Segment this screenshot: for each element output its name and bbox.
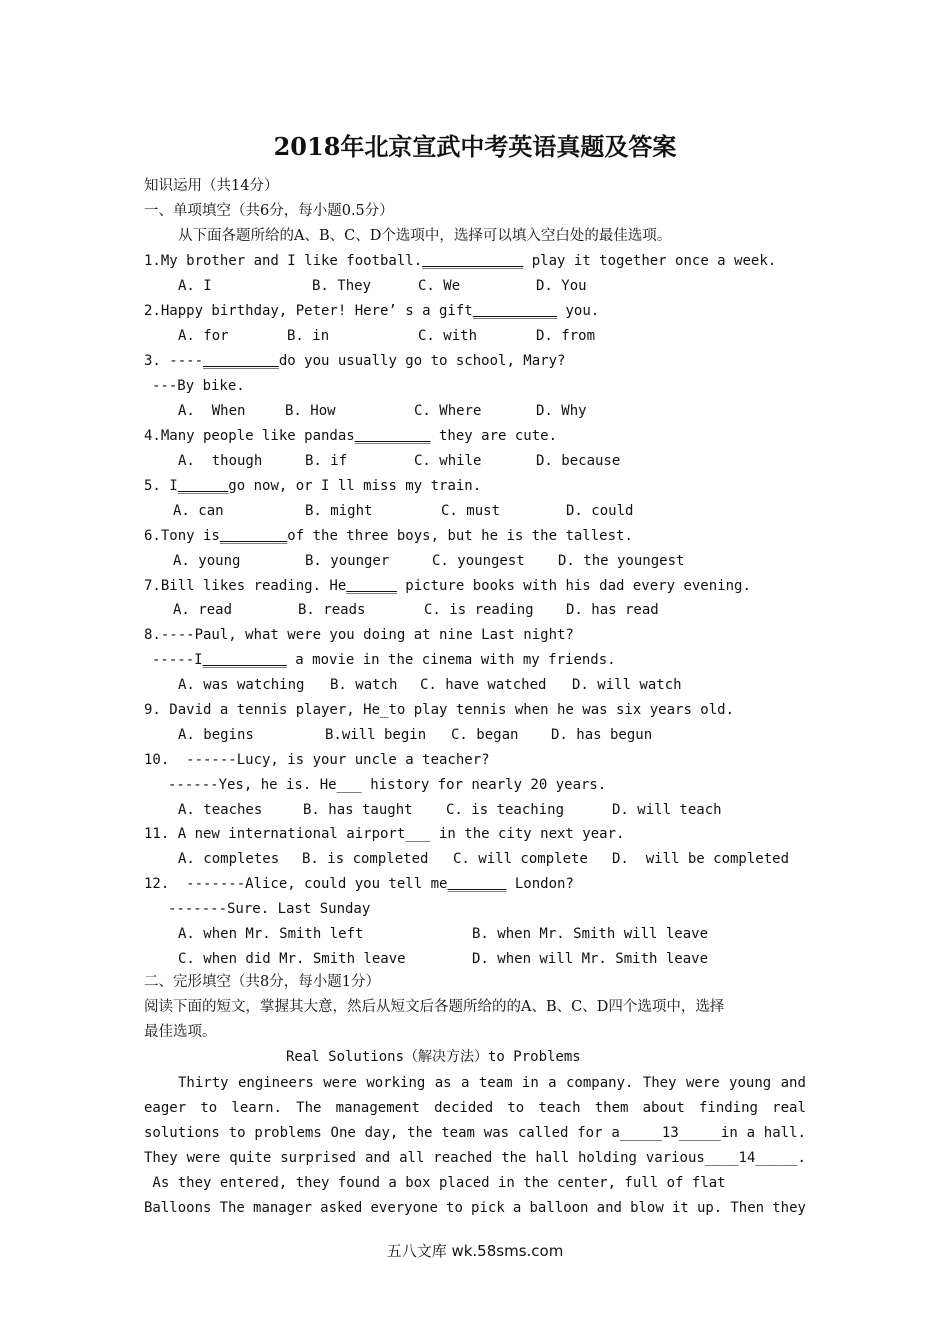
passage-word: problems (254, 1125, 322, 1141)
question-text: 12. -------Alice, could you tell me (144, 876, 448, 892)
option-a: A. when Mr. Smith left (178, 926, 364, 942)
option-c: C. with (418, 328, 478, 344)
option-c: C. began (451, 727, 519, 743)
passage-word: up. (696, 1200, 723, 1216)
question-stem (144, 824, 624, 844)
section1-heading: 一、单项填空（共6分，每小题0.5分） (144, 203, 394, 219)
question-stem (144, 625, 574, 645)
passage-word: Thirty (178, 1075, 229, 1091)
question-text: London? (506, 876, 574, 892)
passage-word: and (364, 1150, 391, 1166)
passage-title: Real Solutions（解决方法）to Problems (286, 1049, 581, 1065)
section2-instruction-line2: 最佳选项。 (144, 1024, 217, 1040)
passage-word: eager (144, 1100, 187, 1116)
passage-word: One (330, 1125, 356, 1141)
option-c: C. will complete (453, 851, 588, 867)
question-text: 9. David a tennis player, He_to play tennis when he was six years old. (144, 702, 735, 718)
question-stem (144, 700, 734, 720)
option-c: C. youngest (432, 553, 525, 569)
option-c: C. We (418, 278, 461, 294)
passage-word: the (407, 1125, 433, 1141)
passage-word: as (434, 1075, 452, 1091)
option-c: C. when did Mr. Smith leave (178, 951, 406, 967)
passage-word: called (517, 1125, 569, 1141)
passage-word: balloon (529, 1200, 589, 1216)
answer-blank: _________ (203, 353, 279, 369)
passage-word: quite (229, 1150, 272, 1166)
passage-word: it (671, 1200, 689, 1216)
question-stem (144, 526, 633, 546)
answer-blank: _________ (354, 428, 431, 444)
option-c: C. while (414, 453, 482, 469)
option-c: C. must (441, 503, 501, 519)
passage-word: The (296, 1100, 322, 1116)
passage-word: to (446, 1200, 463, 1216)
option-b: B. younger (305, 553, 390, 569)
passage-word: all (399, 1150, 425, 1166)
passage-word: were (323, 1075, 357, 1091)
answer-blank: __________ (202, 652, 287, 668)
passage-word: about (642, 1100, 685, 1116)
passage-word: the (501, 1150, 527, 1166)
answer-blank: _______ (447, 876, 507, 892)
passage-word: and (596, 1200, 622, 1216)
question-text: picture books with his dad every evening. (396, 578, 751, 594)
passage-word: was (483, 1125, 510, 1141)
option-a: A. was watching (178, 677, 305, 693)
passage-word: everyone (370, 1200, 438, 1216)
option-a: A. begins (178, 727, 254, 743)
passage-word: for (577, 1125, 603, 1141)
passage-word: young (729, 1075, 772, 1091)
question-text: 10. ------Lucy, is your uncle a teacher? (144, 752, 490, 768)
option-c: C. is teaching (446, 802, 565, 818)
passage-word: to (228, 1125, 246, 1141)
passage-word: management (335, 1100, 420, 1116)
passage-word: them (594, 1100, 629, 1116)
passage-word: in (521, 1075, 539, 1091)
option-b: B. watch (330, 677, 398, 693)
question-text: 7.Bill likes reading. He (144, 578, 347, 594)
passage-word: learn. (231, 1100, 282, 1116)
passage-word: they (772, 1200, 806, 1216)
question-text: 2.Happy birthday, Peter! Here’ s a gift (144, 303, 473, 319)
footer-watermark: 五八文库 wk.58sms.com (386, 1242, 564, 1260)
option-d: D. will teach (612, 802, 722, 818)
passage-word: finding (698, 1100, 758, 1116)
passage-word: team (441, 1125, 475, 1141)
option-c: C. Where (414, 403, 482, 419)
passage-word: solutions (144, 1125, 220, 1141)
passage-word: asked (320, 1200, 363, 1216)
option-c: C. is reading (424, 602, 534, 618)
option-d: D. will watch (572, 677, 682, 693)
option-a: A. I (178, 278, 212, 294)
passage-word: pick (471, 1200, 505, 1216)
passage-word: The (219, 1200, 245, 1216)
question-text: 8.----Paul, what were you doing at nine Last night? (144, 627, 574, 643)
option-b: B. has taught (303, 802, 413, 818)
question-stem (144, 476, 481, 496)
question-stem (144, 750, 490, 770)
passage-word: real (772, 1100, 806, 1116)
question-text: do you usually go to school, Mary? (278, 353, 566, 369)
passage-line (144, 1098, 806, 1118)
answer-blank: ________ (219, 528, 288, 544)
passage-word: to (200, 1100, 218, 1116)
option-b: B. might (305, 503, 373, 519)
option-c: C. have watched (420, 677, 547, 693)
option-d: D. will be completed (612, 851, 790, 867)
option-b: B. if (305, 453, 348, 469)
passage-word: company. (566, 1075, 634, 1091)
passage-word: surprised (280, 1150, 357, 1166)
passage-word: Then (730, 1200, 765, 1216)
question-text: a movie in the cinema with my friends. (286, 652, 616, 668)
option-a: A. teaches (178, 802, 263, 818)
page-title: 2018年北京宣武中考英语真题及答案 (273, 132, 677, 161)
question-stem (144, 874, 574, 894)
question-text: 1.My brother and I like football. (144, 253, 423, 269)
passage-line: As they entered, they found a box placed in the center, full of flat (144, 1175, 726, 1191)
question-text: 3. ---- (144, 353, 204, 369)
passage-word: Balloons (144, 1200, 212, 1216)
option-a: A. for (178, 328, 229, 344)
option-b: B. How (285, 403, 336, 419)
passage-word: They (642, 1075, 677, 1091)
passage-word: a (548, 1075, 557, 1091)
passage-word: were (685, 1075, 720, 1091)
question-stem (144, 251, 776, 271)
question-text: you. (557, 303, 600, 319)
option-d: D. because (536, 453, 621, 469)
option-a: A. can (173, 503, 224, 519)
question-text: of the three boys, but he is the tallest. (287, 528, 633, 544)
passage-word: a (512, 1200, 522, 1216)
option-a: A. completes (178, 851, 280, 867)
passage-word: team (478, 1075, 513, 1091)
cloze-blank-13: a_____13_____in (611, 1125, 738, 1141)
question-response (152, 650, 616, 670)
passage-word: hall (535, 1150, 570, 1166)
passage-line (144, 1198, 806, 1218)
question-response: -------Sure. Last Sunday (168, 901, 371, 917)
passage-word: engineers (237, 1075, 314, 1091)
passage-line (144, 1148, 806, 1168)
option-b: B. in (287, 328, 330, 344)
passage-word: decided (434, 1100, 494, 1116)
option-a: A. When (178, 403, 246, 419)
option-b: B. They (312, 278, 372, 294)
question-response: ------Yes, he is. He___ history for nearly 20 years. (168, 777, 607, 793)
passage-line (144, 1123, 806, 1143)
question-stem (144, 426, 557, 446)
question-text: go now, or I ll miss my train. (228, 478, 482, 494)
question-text: play it together once a week. (523, 253, 777, 269)
question-text: 5. I (144, 478, 178, 494)
passage-word: a (746, 1125, 755, 1141)
cloze-blank-14: various____14_____. (645, 1150, 806, 1166)
option-d: D. Why (536, 403, 587, 419)
part-heading: 知识运用（共14分） (144, 178, 279, 194)
question-response: ---By bike. (152, 378, 245, 394)
section1-instruction: 从下面各题所给的A、B、C、D个选项中，选择可以填入空白处的最佳选项。 (178, 228, 672, 244)
option-d: D. from (536, 328, 596, 344)
option-a: A. read (173, 602, 233, 618)
passage-word: They (144, 1150, 178, 1166)
passage-word: and (780, 1075, 806, 1091)
option-b: B. when Mr. Smith will leave (472, 926, 709, 942)
passage-word: day, (364, 1125, 399, 1141)
passage-word: were (186, 1150, 221, 1166)
question-stem (144, 576, 751, 596)
answer-blank: ____________ (422, 253, 524, 269)
option-b: B. is completed (302, 851, 429, 867)
option-a: A. though (178, 453, 263, 469)
answer-blank: ______ (346, 578, 397, 594)
section2-instruction-line1: 阅读下面的短文，掌握其大意，然后从短文后各题所给的的A、B、C、D四个选项中，选择 (144, 999, 725, 1015)
option-d: D. the youngest (558, 553, 685, 569)
question-text: -----I (152, 652, 203, 668)
section2-heading: 二、完形填空（共8分，每小题1分） (144, 974, 380, 990)
passage-word: manager (253, 1200, 313, 1216)
answer-blank: ______ (177, 478, 229, 494)
answer-blank: __________ (472, 303, 558, 319)
passage-word: teach (538, 1100, 581, 1116)
passage-word: a (460, 1075, 470, 1091)
passage-word: to (507, 1100, 525, 1116)
question-text: 4.Many people like pandas (144, 428, 355, 444)
option-d: D. has begun (551, 727, 653, 743)
passage-line (178, 1073, 806, 1093)
option-b: B.will begin (325, 727, 427, 743)
question-text: 11. A new international airport___ in the city next year. (144, 826, 625, 842)
option-d: D. could (566, 503, 634, 519)
passage-word: working (366, 1075, 426, 1091)
question-text: 6.Tony is (144, 528, 220, 544)
question-text: they are cute. (430, 428, 558, 444)
option-d: D. has read (566, 602, 659, 618)
passage-word: blow (630, 1200, 664, 1216)
option-d: D. You (536, 278, 587, 294)
question-stem (144, 301, 599, 321)
passage-word: reached (433, 1150, 493, 1166)
question-stem (144, 351, 565, 371)
option-a: A. young (173, 553, 241, 569)
passage-word: hall. (763, 1125, 806, 1141)
option-b: B. reads (298, 602, 366, 618)
option-d: D. when will Mr. Smith leave (472, 951, 709, 967)
passage-word: holding (577, 1150, 637, 1166)
